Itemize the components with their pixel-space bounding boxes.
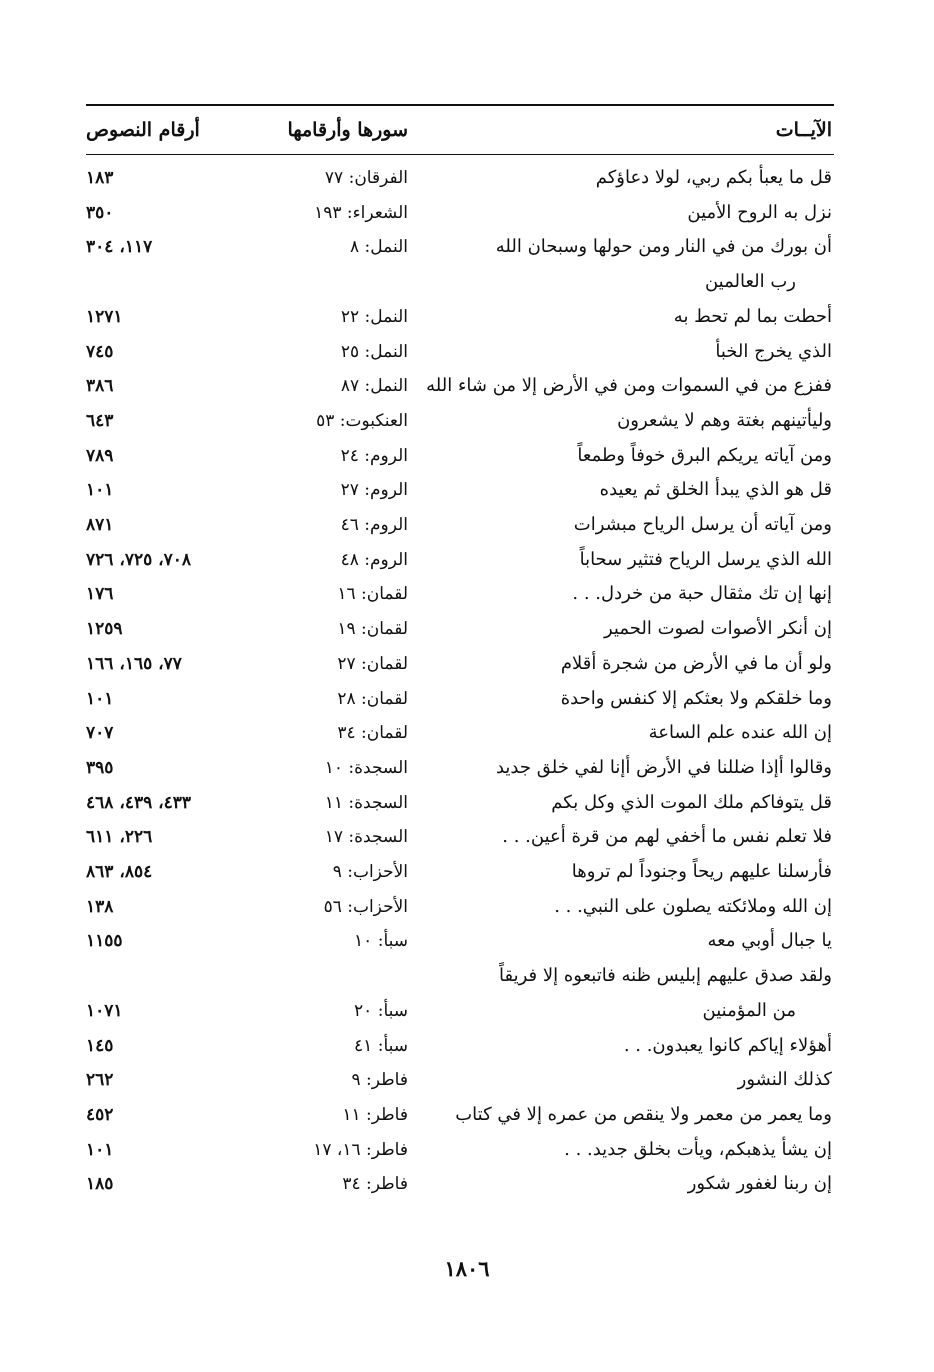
verse-text: إن الله وملائكته يصلون على النبي. . .	[554, 895, 832, 917]
table-row	[86, 335, 834, 370]
verse-text: الذي يخرج الخبأ	[715, 340, 832, 362]
text-numbers-cell: ١١٧، ٣٠٤	[86, 237, 153, 258]
surah-cell: الروم: ٢٧	[340, 480, 408, 501]
table-row	[86, 508, 834, 543]
verse-cell	[414, 196, 834, 231]
verse-cell	[414, 508, 834, 543]
text-numbers-cell: ٨٥٤، ٨٦٣	[86, 862, 153, 883]
surah-cell: سبأ: ٤١	[354, 1035, 408, 1056]
verse-cell	[414, 1098, 834, 1133]
table-row	[86, 716, 834, 751]
verse-cell	[414, 300, 834, 335]
surah-cell: الفرقان: ٧٧	[324, 168, 408, 188]
table-row	[86, 543, 834, 578]
surah-cell: فاطر: ٣٤	[342, 1174, 408, 1195]
verse-cell	[414, 820, 834, 855]
verse-text: وما خلقكم ولا بعثكم إلا كنفس واحدة	[560, 687, 832, 709]
surah-cell: لقمان: ٢٨	[337, 688, 408, 709]
table-row	[86, 890, 834, 925]
verse-text: إنها إن تك مثقال حبة من خردل. . .	[572, 583, 832, 605]
surah-cell: السجدة: ١١	[324, 792, 408, 813]
verse-cell	[414, 1133, 834, 1168]
table-row	[86, 612, 834, 647]
text-numbers-cell: ٣٩٥	[86, 757, 114, 778]
text-numbers-cell: ٤٥٢	[86, 1104, 114, 1125]
verse-text: وليأتينهم بغتة وهم لا يشعرون	[617, 409, 832, 431]
surah-cell: لقمان: ١٩	[337, 619, 408, 640]
table-row	[86, 820, 834, 855]
table-row	[86, 404, 834, 439]
text-numbers-cell: ٧٨٩	[86, 445, 114, 466]
text-numbers-cell: ٣٥٠	[86, 202, 114, 223]
table-row	[86, 855, 834, 890]
verse-cell	[414, 716, 834, 751]
table-row	[86, 682, 834, 717]
verse-text: فلا تعلم نفس ما أخفي لهم من قرة أعين. . .	[502, 826, 832, 848]
table-row	[86, 439, 834, 474]
table-row	[86, 577, 834, 612]
table-row	[86, 1029, 834, 1064]
verse-text: إن الله عنده علم الساعة	[648, 722, 832, 744]
table-body	[86, 161, 834, 1202]
page-number: ١٨٠٦	[444, 1256, 490, 1281]
table-row	[86, 924, 834, 959]
verse-cell	[414, 924, 834, 959]
verse-text: إن أنكر الأصوات لصوت الحمير	[604, 618, 832, 640]
verse-text: إن يشأ يذهبكم، ويأت بخلق جديد. . .	[564, 1138, 832, 1160]
text-numbers-cell: ١٢٧١	[86, 306, 123, 327]
text-numbers-cell: ٧٠٧	[86, 723, 114, 744]
verse-text: ولقد صدق عليهم إبليس ظنه فاتبعوه إلا فريقاً	[499, 965, 832, 987]
surah-cell: النمل: ٨٧	[340, 376, 408, 397]
verse-cell	[414, 369, 834, 404]
verse-text: كذلك النشور	[737, 1069, 832, 1091]
header-surahs: سورها وأرقامها	[287, 119, 408, 141]
text-numbers-cell: ٧٠٨، ٧٢٥، ٧٢٦	[86, 549, 192, 570]
verse-text: قل هو الذي يبدأ الخلق ثم يعيده	[599, 479, 832, 501]
surah-cell: لقمان: ١٦	[337, 584, 408, 605]
text-numbers-cell: ١٢٥٩	[86, 619, 123, 640]
surah-cell: الشعراء: ١٩٣	[314, 202, 408, 223]
verse-cell	[414, 682, 834, 717]
verse-cell	[414, 404, 834, 439]
surah-cell: العنكبوت: ٥٣	[316, 410, 408, 431]
text-numbers-cell: ٢٢٦، ٦١١	[86, 827, 153, 848]
table-row	[86, 300, 834, 335]
table-row	[86, 230, 834, 299]
surah-cell: فاطر: ١١	[342, 1104, 408, 1125]
verse-text: فأرسلنا عليهم ريحاً وجنوداً لم تروها	[571, 861, 832, 883]
verse-text: ومن آياته يريكم البرق خوفاً وطمعاً	[577, 444, 832, 466]
header-text-numbers: أرقام النصوص	[86, 119, 200, 141]
surah-cell: لقمان: ٣٤	[337, 723, 408, 744]
verse-text: ففزع من في السموات ومن في الأرض إلا من شاء الله	[426, 375, 832, 397]
table-row	[86, 751, 834, 786]
verse-text: وقالوا أإذا ضللنا في الأرض أإنا لفي خلق جديد	[495, 756, 832, 778]
index-table	[86, 104, 834, 1202]
text-numbers-cell: ١٠١	[86, 480, 114, 501]
table-row	[86, 161, 834, 196]
text-numbers-cell: ٣٨٦	[86, 376, 114, 397]
surah-cell: فاطر: ١٦، ١٧	[313, 1139, 408, 1160]
text-numbers-cell: ١٠١	[86, 688, 114, 709]
table-row	[86, 196, 834, 231]
verse-text: قل يتوفاكم ملك الموت الذي وكل بكم	[551, 791, 832, 813]
verse-text: إن ربنا لغفور شكور	[687, 1173, 832, 1195]
verse-cell	[414, 855, 834, 890]
text-numbers-cell: ٧٧، ١٦٥، ١٦٦	[86, 653, 182, 674]
verse-cell	[414, 473, 834, 508]
verse-cell	[414, 959, 834, 1028]
text-numbers-cell: ٦٤٣	[86, 410, 114, 431]
verse-cell	[414, 786, 834, 821]
text-numbers-cell: ٨٧١	[86, 515, 114, 536]
verse-text: نزل به الروح الأمين	[687, 201, 832, 223]
table-row	[86, 1167, 834, 1202]
verse-text: الله الذي يرسل الرياح فتثير سحاباً	[579, 548, 832, 570]
text-numbers-cell: ١٠١	[86, 1139, 114, 1160]
verse-cell	[414, 890, 834, 925]
verse-text: وما يعمر من معمر ولا ينقص من عمره إلا في كتاب	[455, 1103, 832, 1125]
surah-cell: النمل: ٨	[349, 237, 408, 258]
verse-cell	[414, 1167, 834, 1202]
verse-cell	[414, 647, 834, 682]
surah-cell: سبأ: ٢٠	[354, 1000, 408, 1021]
text-numbers-cell: ٢٦٢	[86, 1070, 114, 1091]
surah-cell: سبأ: ١٠	[354, 931, 408, 952]
surah-cell: النمل: ٢٢	[340, 306, 408, 327]
table-row	[86, 1063, 834, 1098]
table-header	[86, 106, 834, 155]
surah-cell: لقمان: ٢٧	[337, 653, 408, 674]
verse-cell	[414, 1029, 834, 1064]
verse-text: أن بورك من في النار ومن حولها وسبحان الله	[495, 236, 832, 258]
text-numbers-cell: ١٧٦	[86, 584, 114, 605]
verse-cell	[414, 230, 834, 299]
surah-cell: الأحزاب: ٥٦	[323, 896, 408, 917]
verse-cell	[414, 335, 834, 370]
text-numbers-cell: ١١٥٥	[86, 931, 123, 952]
table-row	[86, 959, 834, 1028]
surah-cell: فاطر: ٩	[351, 1070, 408, 1091]
text-numbers-cell: ٤٣٣، ٤٣٩، ٤٦٨	[86, 792, 192, 813]
surah-cell: الروم: ٢٤	[340, 445, 408, 466]
verse-text: ومن آياته أن يرسل الرياح مبشرات	[573, 514, 832, 536]
verse-text: ولو أن ما في الأرض من شجرة أقلام	[560, 652, 832, 674]
verse-text: رب العالمين	[704, 271, 796, 293]
verse-cell	[414, 751, 834, 786]
surah-cell: السجدة: ١٧	[324, 827, 408, 848]
verse-cell	[414, 439, 834, 474]
verse-text: قل ما يعبأ بكم ربي، لولا دعاؤكم	[595, 167, 832, 188]
table-row	[86, 647, 834, 682]
verse-text: يا جبال أوبي معه	[707, 930, 832, 952]
verse-cell	[414, 612, 834, 647]
table-row	[86, 473, 834, 508]
surah-cell: الروم: ٤٦	[340, 515, 408, 536]
table-row	[86, 369, 834, 404]
verse-cell	[414, 577, 834, 612]
verse-text: أحطت بما لم تحط به	[673, 305, 832, 327]
table-row	[86, 1133, 834, 1168]
surah-cell: الأحزاب: ٩	[332, 862, 408, 883]
text-numbers-cell: ٧٤٥	[86, 341, 114, 362]
verse-cell	[414, 161, 834, 196]
verse-cell	[414, 1063, 834, 1098]
verse-text: أهؤلاء إياكم كانوا يعبدون. . .	[623, 1034, 832, 1056]
verse-cell	[414, 543, 834, 578]
text-numbers-cell: ١٤٥	[86, 1035, 114, 1056]
table-row	[86, 1098, 834, 1133]
verse-text: من المؤمنين	[702, 999, 796, 1021]
text-numbers-cell: ١٣٨	[86, 896, 114, 917]
header-verses: الآيــات	[775, 119, 832, 141]
text-numbers-cell: ١٠٧١	[86, 1000, 123, 1021]
surah-cell: السجدة: ١٠	[324, 757, 408, 778]
surah-cell: الروم: ٤٨	[340, 549, 408, 570]
text-numbers-cell: ١٨٥	[86, 1174, 114, 1195]
surah-cell: النمل: ٢٥	[340, 341, 408, 362]
table-row	[86, 786, 834, 821]
text-numbers-cell: ١٨٣	[86, 168, 114, 188]
